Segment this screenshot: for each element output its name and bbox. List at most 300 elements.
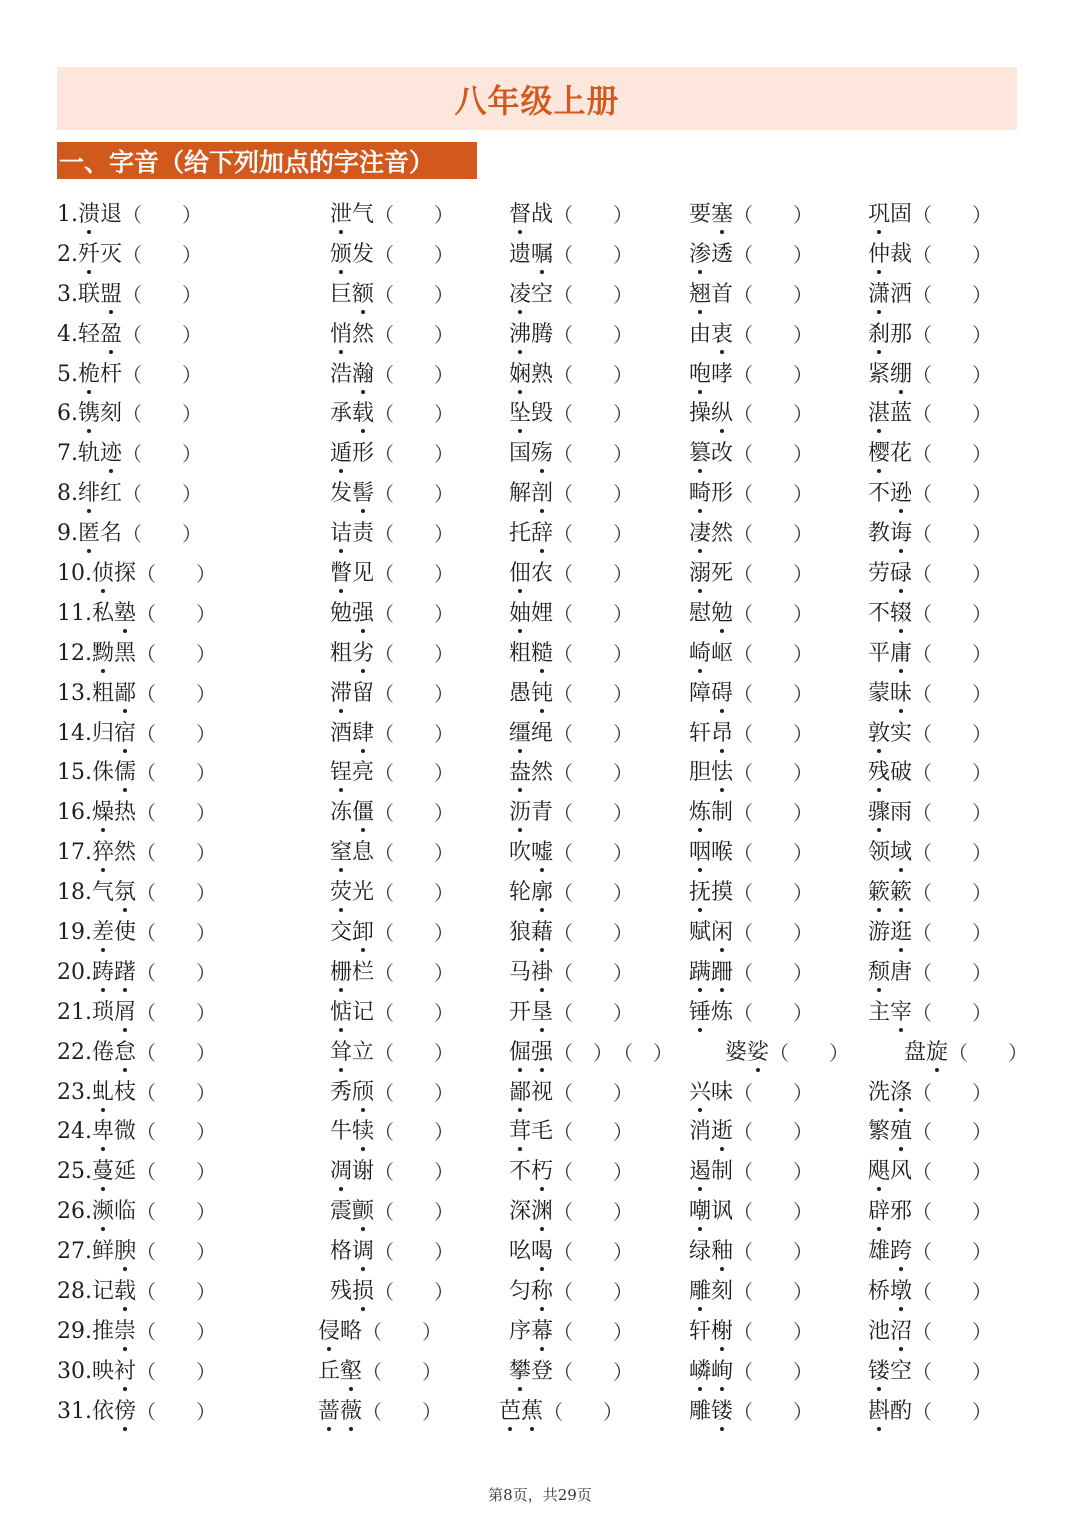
answer-blank[interactable]: （ ） [122, 442, 203, 467]
exercise-item [509, 753, 633, 793]
answer-blank[interactable]: （ ） [374, 1160, 455, 1185]
answer-blank[interactable]: （ ） [733, 721, 814, 746]
char: 形 [711, 481, 734, 507]
answer-blank[interactable]: （ ） [912, 1000, 993, 1025]
dotted-char: 佃 [509, 554, 531, 594]
answer-blank[interactable]: （ ） [553, 203, 634, 227]
dotted-char: 斟 [868, 1392, 890, 1432]
answer-blank[interactable]: （ ） [733, 1319, 814, 1344]
answer-blank[interactable]: （ ） [374, 203, 455, 227]
answer-blank[interactable]: （ ） [122, 482, 203, 507]
answer-blank[interactable]: （ ） [362, 1319, 443, 1344]
answer-blank[interactable]: （ ） [136, 1080, 217, 1105]
answer-blank[interactable]: （ ） [136, 1359, 217, 1384]
answer-blank[interactable]: （ ） [912, 562, 993, 587]
answer-blank[interactable]: （ ） [136, 1399, 217, 1424]
answer-blank[interactable]: （ ） [136, 761, 217, 786]
char: 实 [890, 720, 913, 746]
item-number: 14. [57, 720, 92, 746]
answer-blank[interactable]: （ ） [733, 601, 814, 626]
exercise-item [509, 554, 633, 594]
dotted-char: 篡 [689, 434, 711, 474]
answer-blank[interactable]: （ ） [136, 881, 217, 906]
exercise-row [0, 474, 1080, 514]
answer-blank[interactable]: （ ） [733, 562, 814, 587]
answer-blank[interactable]: （ ） [912, 841, 993, 866]
exercise-row [0, 993, 1080, 1033]
answer-blank[interactable]: （ ） [122, 203, 203, 227]
answer-blank[interactable]: （ ） [912, 362, 993, 387]
answer-blank[interactable]: （ ） [733, 522, 814, 547]
exercise-item [330, 1073, 454, 1113]
answer-blank[interactable]: （ ） [553, 1160, 634, 1185]
exercise-item [868, 235, 992, 275]
answer-blank[interactable]: （ ） [912, 1319, 993, 1344]
answer-blank[interactable]: （ ） [136, 960, 217, 985]
answer-blank[interactable]: （ ） [136, 1160, 217, 1185]
answer-blank[interactable]: （ ） [374, 1200, 455, 1225]
answer-blank[interactable]: （ ） [733, 801, 814, 826]
answer-blank[interactable]: （ ） [733, 1160, 814, 1185]
exercise-row [0, 355, 1080, 395]
answer-blank[interactable]: （ ） [543, 1399, 624, 1424]
dotted-char: 屑 [114, 993, 136, 1033]
dotted-char: 衷 [711, 315, 733, 355]
answer-blank[interactable]: （ ） [912, 881, 993, 906]
answer-blank[interactable]: （ ） [122, 402, 203, 427]
dotted-char: 僵 [352, 793, 374, 833]
char: 牛 [330, 1119, 353, 1145]
answer-blank[interactable]: （ ） [553, 1240, 634, 1265]
vocab-word [509, 953, 553, 993]
answer-blank[interactable]: （ ） [374, 801, 455, 826]
answer-blank[interactable]: （ ） [553, 1040, 614, 1065]
answer-blank[interactable]: （ ） [912, 203, 993, 227]
dotted-char: 瀚 [352, 355, 374, 395]
answer-blank[interactable]: （ ） [912, 442, 993, 467]
answer-blank[interactable]: （ ） [912, 522, 993, 547]
dotted-char: 榭 [711, 1312, 733, 1352]
answer-blank[interactable]: （ ） [374, 641, 455, 666]
exercise-item [57, 235, 202, 275]
answer-blank[interactable]: （ ） [912, 921, 993, 946]
answer-blank[interactable]: （ ） [733, 322, 814, 347]
answer-blank[interactable]: （ ） [136, 681, 217, 706]
answer-blank[interactable]: （ ） [374, 322, 455, 347]
answer-blank[interactable]: （ ） [136, 1240, 217, 1265]
answer-blank[interactable]: （ ） [912, 1120, 993, 1145]
answer-blank[interactable]: （ ） [912, 801, 993, 826]
exercise-item [57, 793, 216, 833]
answer-blank[interactable]: （ ） [553, 721, 634, 746]
answer-blank[interactable]: （ ） [122, 522, 203, 547]
exercise-item [57, 434, 202, 474]
exercise-item [868, 275, 992, 315]
answer-blank[interactable]: （ ） [374, 402, 455, 427]
answer-blank[interactable]: （ ） [912, 721, 993, 746]
answer-blank[interactable]: （ ） [374, 960, 455, 985]
exercise-item [330, 714, 454, 754]
char: 哮 [711, 361, 734, 387]
vocab-word [868, 674, 912, 714]
exercise-item [509, 394, 633, 434]
vocab-word [725, 1033, 769, 1073]
exercise-item [330, 793, 454, 833]
page-title: 八年级上册 [454, 81, 620, 120]
vocab-word [330, 195, 374, 235]
char: 平 [868, 640, 891, 666]
answer-blank[interactable]: （ ） [912, 1399, 993, 1424]
dotted-char: 劣 [352, 634, 374, 674]
dotted-char: 昧 [890, 674, 912, 714]
dotted-char: 燥 [92, 793, 114, 833]
exercise-item [509, 1073, 633, 1113]
dotted-char: 咽 [689, 833, 711, 873]
answer-blank[interactable]: （ ） [733, 921, 814, 946]
exercise-item [318, 1312, 442, 1352]
dotted-char: 盎 [509, 753, 531, 793]
dotted-char: 荧 [330, 873, 352, 913]
char: 味 [711, 1079, 734, 1105]
vocab-word [330, 634, 374, 674]
vocab-word [509, 1232, 553, 1272]
dotted-char: 窒 [330, 833, 352, 873]
item-number: 19. [57, 920, 92, 946]
answer-blank[interactable]: （ ） [912, 1359, 993, 1384]
answer-blank[interactable]: （ ） [136, 1280, 217, 1305]
answer-blank[interactable]: （ ） [553, 562, 634, 587]
answer-blank[interactable]: （ ） [136, 1000, 217, 1025]
answer-blank[interactable]: （ ） [733, 881, 814, 906]
answer-blank[interactable]: （ ） [733, 641, 814, 666]
answer-blank[interactable]: （ ） [374, 1120, 455, 1145]
answer-blank[interactable]: （ ） [362, 1359, 443, 1384]
answer-blank[interactable]: （ ） [769, 1040, 850, 1065]
vocab-word [868, 753, 912, 793]
char: 轩 [689, 720, 712, 746]
answer-blank[interactable]: （ ） [136, 1319, 217, 1344]
answer-blank[interactable]: （ ） [553, 482, 634, 507]
exercise-row [0, 514, 1080, 554]
answer-blank[interactable]: （ ） [733, 362, 814, 387]
answer-blank[interactable]: （ ） [912, 761, 993, 786]
answer-blank[interactable]: （ ） [374, 1280, 455, 1305]
dotted-char: 闲 [711, 913, 733, 953]
char: 熟 [531, 361, 554, 387]
char: 障 [689, 680, 712, 706]
vocab-word [330, 714, 374, 754]
answer-blank[interactable]: （ ） [374, 721, 455, 746]
exercise-item [868, 793, 992, 833]
vocab-word [330, 1073, 374, 1113]
dotted-char: 倔 [509, 1033, 531, 1073]
char: 粗 [330, 640, 353, 666]
answer-blank[interactable]: （ ） [733, 1240, 814, 1265]
answer-blank[interactable]: （ ） [553, 442, 634, 467]
answer-blank[interactable]: （ ） [733, 1399, 814, 1424]
answer-blank[interactable]: （ ） [553, 1000, 634, 1025]
char: 轮 [509, 880, 532, 906]
answer-blank[interactable]: （ ） [912, 482, 993, 507]
item-number: 21. [57, 999, 92, 1025]
answer-blank[interactable]: （ ） [553, 801, 634, 826]
answer-blank[interactable]: （ ） [374, 1040, 455, 1065]
answer-blank[interactable]: （ ） [374, 522, 455, 547]
answer-blank[interactable]: （ ） [136, 801, 217, 826]
exercise-row [0, 434, 1080, 474]
answer-blank[interactable]: （ ） [136, 1120, 217, 1145]
answer-blank[interactable]: （ ） [553, 1319, 634, 1344]
char: 联 [78, 281, 101, 307]
dotted-char: 釉 [711, 1232, 733, 1272]
exercise-item [330, 993, 454, 1033]
dotted-char: 宰 [890, 993, 912, 1033]
dotted-char: 勉 [711, 594, 733, 634]
answer-blank[interactable]: （ ） [553, 681, 634, 706]
answer-blank[interactable]: （ ） [912, 1240, 993, 1265]
exercise-item [689, 195, 813, 235]
answer-blank[interactable]: （ ） [374, 1000, 455, 1025]
dotted-char: 跨 [890, 1232, 912, 1272]
answer-blank[interactable]: （ ） [912, 1200, 993, 1225]
answer-blank[interactable]: （ ） [122, 282, 203, 307]
answer-blank[interactable]: （ ） [136, 841, 217, 866]
answer-blank[interactable]: （ ） [733, 1200, 814, 1225]
exercise-item [57, 594, 216, 634]
char: 名 [100, 521, 123, 547]
char: 狼 [509, 920, 532, 946]
answer-blank[interactable]: （ ） [912, 1160, 993, 1185]
answer-blank[interactable]: （ ） [374, 841, 455, 866]
char: 序 [509, 1318, 532, 1344]
answer-blank[interactable]: （ ） [912, 641, 993, 666]
vocab-word [868, 1352, 912, 1392]
answer-blank[interactable]: （ ） [733, 1359, 814, 1384]
answer-blank[interactable]: （ ） [374, 282, 455, 307]
vocab-word [868, 873, 912, 913]
exercise-item [57, 1033, 216, 1073]
answer-blank[interactable]: （ ） [912, 242, 993, 267]
answer-blank[interactable]: （ ） [912, 1280, 993, 1305]
exercise-item [689, 953, 813, 993]
answer-blank[interactable]: （ ） [553, 1120, 634, 1145]
answer-blank[interactable]: （ ） [912, 322, 993, 347]
answer-blank[interactable]: （ ） [374, 681, 455, 706]
vocab-word [689, 674, 733, 714]
char: 风 [890, 1159, 913, 1185]
answer-blank[interactable]: （ ） [553, 362, 634, 387]
exercise-item [509, 1312, 633, 1352]
answer-blank[interactable]: （ ） [136, 562, 217, 587]
vocab-word [509, 514, 553, 554]
dotted-char: 称 [531, 1272, 553, 1312]
char: 愚 [509, 680, 532, 706]
answer-blank[interactable]: （ ） [613, 1040, 674, 1065]
answer-blank[interactable]: （ ） [948, 1040, 1029, 1065]
exercise-item [689, 1312, 813, 1352]
exercise-row [0, 1232, 1080, 1272]
answer-blank[interactable]: （ ） [122, 322, 203, 347]
answer-blank[interactable]: （ ） [553, 282, 634, 307]
exercise-item [509, 833, 633, 873]
dotted-char: 镂 [868, 1352, 890, 1392]
char: 不 [868, 600, 891, 626]
exercise-item [499, 1392, 623, 1432]
answer-blank[interactable]: （ ） [122, 362, 203, 387]
dotted-char: 缰 [509, 714, 531, 754]
answer-blank[interactable]: （ ） [374, 442, 455, 467]
vocab-word [330, 1232, 374, 1272]
exercise-item [689, 554, 813, 594]
vocab-word [330, 594, 374, 634]
answer-blank[interactable]: （ ） [136, 721, 217, 746]
answer-blank[interactable]: （ ） [733, 1000, 814, 1025]
exercise-row [0, 714, 1080, 754]
answer-blank[interactable]: （ ） [553, 1080, 634, 1105]
dotted-char: 蕉 [521, 1392, 543, 1432]
answer-blank[interactable]: （ ） [553, 522, 634, 547]
char: 炼 [711, 999, 734, 1025]
vocab-word [689, 434, 733, 474]
answer-blank[interactable]: （ ） [733, 1080, 814, 1105]
answer-blank[interactable]: （ ） [374, 601, 455, 626]
dotted-char: 沥 [509, 793, 531, 833]
exercise-item [318, 1392, 442, 1432]
answer-blank[interactable]: （ ） [912, 601, 993, 626]
exercise-item [57, 1073, 216, 1113]
answer-blank[interactable]: （ ） [374, 761, 455, 786]
char: 托 [509, 521, 532, 547]
answer-blank[interactable]: （ ） [733, 1120, 814, 1145]
answer-blank[interactable]: （ ） [733, 1280, 814, 1305]
vocab-word [868, 474, 912, 514]
vocab-word [868, 634, 912, 674]
exercise-item [689, 913, 813, 953]
answer-blank[interactable]: （ ） [553, 960, 634, 985]
dotted-char: 侵 [318, 1312, 340, 1352]
exercise-item [689, 833, 813, 873]
answer-blank[interactable]: （ ） [553, 841, 634, 866]
char: 不 [868, 481, 891, 507]
dotted-char: 瞥 [330, 554, 352, 594]
answer-blank[interactable]: （ ） [553, 1200, 634, 1225]
char: 毁 [531, 401, 554, 427]
answer-blank[interactable]: （ ） [912, 1080, 993, 1105]
char: 气 [92, 880, 115, 906]
dotted-char: 峋 [711, 1352, 733, 1392]
exercise-item [689, 355, 813, 395]
title-banner [57, 67, 1017, 130]
vocab-word [92, 1392, 136, 1432]
answer-blank[interactable]: （ ） [374, 921, 455, 946]
answer-blank[interactable]: （ ） [553, 601, 634, 626]
dotted-char: 崎 [689, 634, 711, 674]
answer-blank[interactable]: （ ） [553, 881, 634, 906]
answer-blank[interactable]: （ ） [553, 641, 634, 666]
dotted-char: 嘲 [689, 1192, 711, 1232]
answer-blank[interactable]: （ ） [122, 242, 203, 267]
char: 岖 [711, 640, 734, 666]
item-number: 18. [57, 880, 92, 906]
answer-blank[interactable]: （ ） [912, 960, 993, 985]
item-number: 4. [57, 321, 78, 347]
dotted-char: 辟 [868, 1192, 890, 1232]
exercise-row [0, 833, 1080, 873]
answer-blank[interactable]: （ ） [733, 681, 814, 706]
answer-blank[interactable]: （ ） [136, 601, 217, 626]
vocab-word [92, 1033, 136, 1073]
answer-blank[interactable]: （ ） [912, 282, 993, 307]
vocab-word [509, 394, 553, 434]
dotted-char: 垦 [531, 993, 553, 1033]
char: 深 [509, 1199, 532, 1225]
dotted-char: 栅 [330, 953, 352, 993]
answer-blank[interactable]: （ ） [733, 761, 814, 786]
exercise-row [0, 195, 1080, 235]
item-number: 26. [57, 1199, 92, 1225]
dotted-char: 衬 [114, 1352, 136, 1392]
answer-blank[interactable]: （ ） [912, 681, 993, 706]
answer-blank[interactable]: （ ） [136, 1200, 217, 1225]
answer-blank[interactable]: （ ） [362, 1399, 443, 1424]
answer-blank[interactable]: （ ） [374, 242, 455, 267]
vocab-word [689, 993, 733, 1033]
answer-blank[interactable]: （ ） [733, 960, 814, 985]
answer-blank[interactable]: （ ） [136, 1040, 217, 1065]
answer-blank[interactable]: （ ） [374, 1240, 455, 1265]
char: 立 [352, 1039, 375, 1065]
answer-blank[interactable]: （ ） [912, 402, 993, 427]
answer-blank[interactable]: （ ） [733, 242, 814, 267]
char: 战 [531, 202, 554, 227]
vocab-word [92, 1352, 136, 1392]
exercise-item [689, 275, 813, 315]
vocab-word [330, 315, 374, 355]
answer-blank[interactable]: （ ） [553, 1280, 634, 1305]
answer-blank[interactable]: （ ） [374, 482, 455, 507]
vocab-word [689, 195, 733, 235]
answer-blank[interactable]: （ ） [733, 282, 814, 307]
dotted-char: 强 [352, 594, 374, 634]
answer-blank[interactable]: （ ） [733, 841, 814, 866]
answer-blank[interactable]: （ ） [374, 562, 455, 587]
char: 刻 [711, 1279, 734, 1305]
vocab-word [689, 1312, 733, 1352]
answer-blank[interactable]: （ ） [733, 482, 814, 507]
answer-blank[interactable]: （ ） [733, 402, 814, 427]
answer-blank[interactable]: （ ） [733, 203, 814, 227]
vocab-word [330, 793, 374, 833]
char: 劳 [868, 561, 891, 587]
answer-blank[interactable]: （ ） [553, 322, 634, 347]
dotted-char: 颀 [352, 1073, 374, 1113]
exercise-row [0, 1392, 1080, 1432]
answer-blank[interactable]: （ ） [136, 641, 217, 666]
answer-blank[interactable]: （ ） [553, 402, 634, 427]
answer-blank[interactable]: （ ） [733, 442, 814, 467]
answer-blank[interactable]: （ ） [553, 761, 634, 786]
answer-blank[interactable]: （ ） [553, 921, 634, 946]
answer-blank[interactable]: （ ） [553, 1359, 634, 1384]
char: 裁 [890, 241, 913, 267]
answer-blank[interactable]: （ ） [374, 1080, 455, 1105]
answer-blank[interactable]: （ ） [374, 362, 455, 387]
answer-blank[interactable]: （ ） [553, 242, 634, 267]
vocab-word [689, 1073, 733, 1113]
answer-blank[interactable]: （ ） [374, 881, 455, 906]
vocab-word [330, 554, 374, 594]
answer-blank[interactable]: （ ） [136, 921, 217, 946]
